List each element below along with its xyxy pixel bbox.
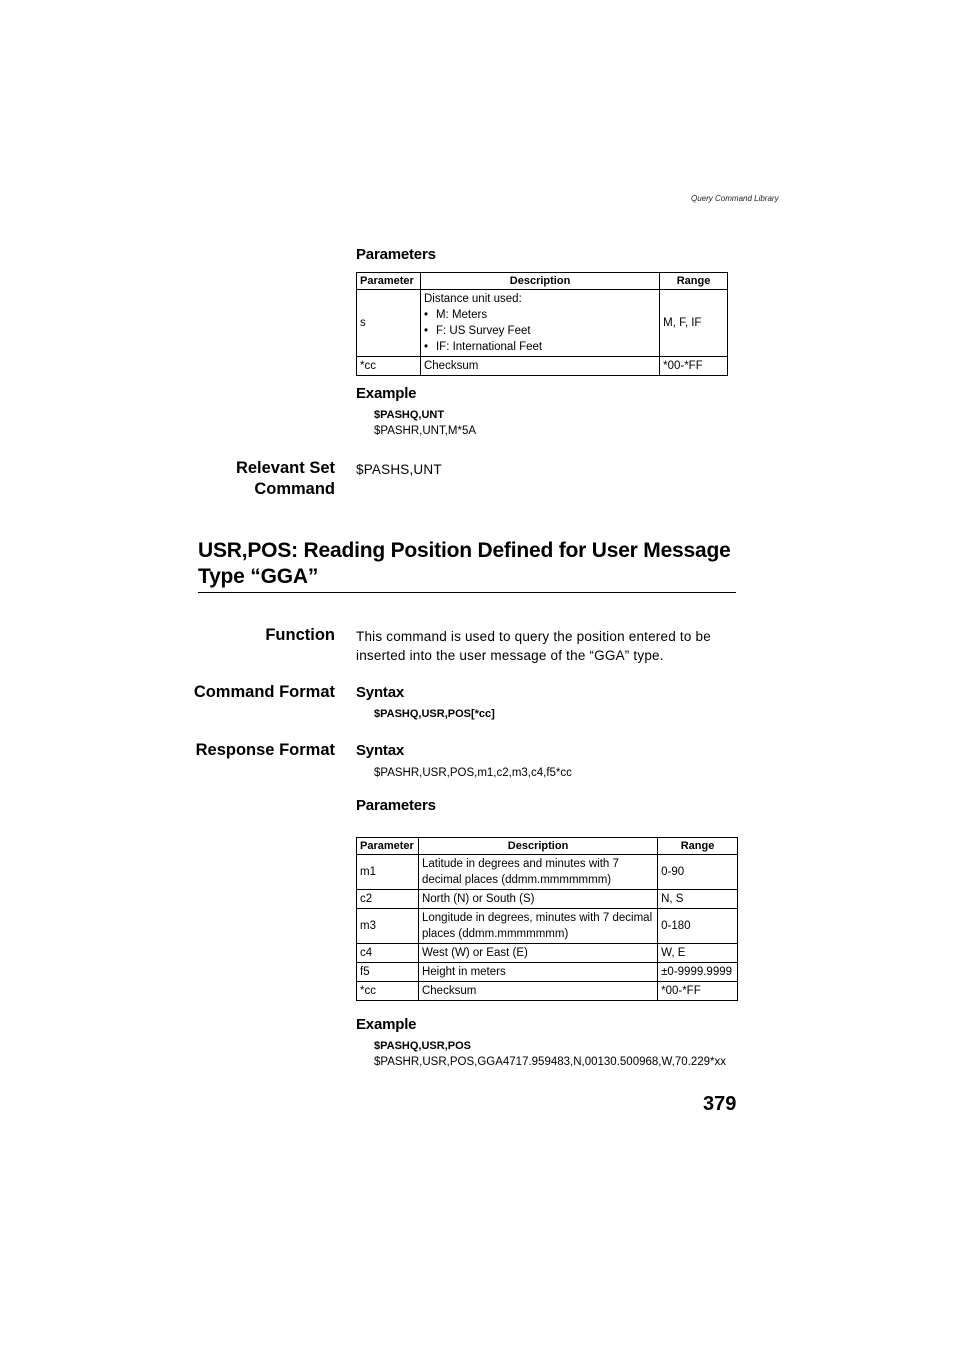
relevant-set-command-label (236, 458, 335, 500)
relevant-set-label-line1: Relevant Set (235, 459, 335, 477)
unt-example-heading: Example (356, 385, 417, 402)
range-cell: M, F, IF (660, 290, 728, 357)
range-cell: W, E (658, 944, 738, 963)
page-number: 379 (703, 1093, 737, 1115)
unt-parameters-table (356, 272, 728, 376)
list-item-text: M: Meters (435, 309, 488, 321)
table-row (357, 963, 738, 982)
description-cell: West (W) or East (E) (418, 944, 657, 963)
description-cell: Checksum (418, 982, 657, 1001)
parameter-cell: f5 (357, 963, 419, 982)
range-cell: ±0-9999.9999 (658, 963, 738, 982)
table-row (357, 944, 738, 963)
description-cell: Height in meters (418, 963, 657, 982)
running-header: Query Command Library (691, 194, 779, 203)
parameter-cell: m3 (357, 909, 419, 944)
usr-pos-example-response: $PASHR,USR,POS,GGA4717.959483,N,00130.500968,W,70.229*xx (374, 1056, 727, 1068)
command-syntax: $PASHQ,USR,POS[*cc] (374, 708, 495, 720)
function-label: Function (265, 626, 335, 644)
usr-pos-example-heading: Example (356, 1016, 417, 1033)
response-format-label: Response Format (195, 741, 335, 759)
relevant-set-command-value: $PASHS,UNT (356, 462, 442, 477)
response-syntax-heading: Syntax (356, 742, 404, 759)
description-cell (420, 290, 659, 357)
table-row (357, 357, 728, 376)
range-cell: 0-90 (658, 855, 738, 890)
unt-example-response: $PASHR,UNT,M*5A (374, 425, 477, 437)
parameter-cell: *cc (357, 982, 419, 1001)
column-header: Range (660, 273, 728, 290)
range-cell: N, S (658, 890, 738, 909)
list-item (424, 323, 656, 339)
parameter-cell: s (357, 290, 421, 357)
description-cell: Latitude in degrees and minutes with 7 decimal places (ddmm.mmmmmmm) (418, 855, 657, 890)
usr-pos-parameters-table (356, 837, 738, 1001)
response-syntax: $PASHR,USR,POS,m1,c2,m3,c4,f5*cc (374, 767, 572, 779)
table-header-row (357, 838, 738, 855)
table-row (357, 982, 738, 1001)
table-row (357, 909, 738, 944)
title-rule (198, 592, 736, 593)
function-text: This command is used to query the position entered to be inserted into the user message of the “GGA” type. (356, 629, 711, 663)
description-cell: North (N) or South (S) (418, 890, 657, 909)
parameter-cell: m1 (357, 855, 419, 890)
range-cell: *00-*FF (660, 357, 728, 376)
list-item (424, 339, 656, 355)
column-header: Range (658, 838, 738, 855)
command-syntax-heading: Syntax (356, 684, 404, 701)
relevant-set-label-line2: Command (254, 480, 335, 498)
parameter-cell: *cc (357, 357, 421, 376)
table-row (357, 890, 738, 909)
list-item-text: F: US Survey Feet (435, 325, 531, 337)
column-header: Parameter (357, 273, 421, 290)
parameter-cell: c2 (357, 890, 419, 909)
range-cell: 0-180 (658, 909, 738, 944)
column-header: Description (420, 273, 659, 290)
table-header-row (357, 273, 728, 290)
description-list (424, 307, 656, 355)
range-cell: *00-*FF (658, 982, 738, 1001)
column-header: Description (418, 838, 657, 855)
description-cell: Checksum (420, 357, 659, 376)
list-item (424, 307, 656, 323)
list-item-text: IF: International Feet (435, 341, 543, 353)
section-title: USR,POS: Reading Position Defined for User Message Type “GGA” (198, 539, 731, 588)
unt-parameters-heading: Parameters (356, 246, 436, 263)
usr-pos-parameters-heading: Parameters (356, 797, 436, 814)
table-row (357, 290, 728, 357)
usr-pos-example-query: $PASHQ,USR,POS (374, 1040, 471, 1052)
parameter-cell: c4 (357, 944, 419, 963)
description-intro: Distance unit used: (423, 293, 522, 305)
command-format-label: Command Format (193, 683, 335, 701)
unt-example-query: $PASHQ,UNT (374, 409, 445, 421)
column-header: Parameter (357, 838, 419, 855)
table-row (357, 855, 738, 890)
description-cell: Longitude in degrees, minutes with 7 decimal places (ddmm.mmmmmmm) (418, 909, 657, 944)
